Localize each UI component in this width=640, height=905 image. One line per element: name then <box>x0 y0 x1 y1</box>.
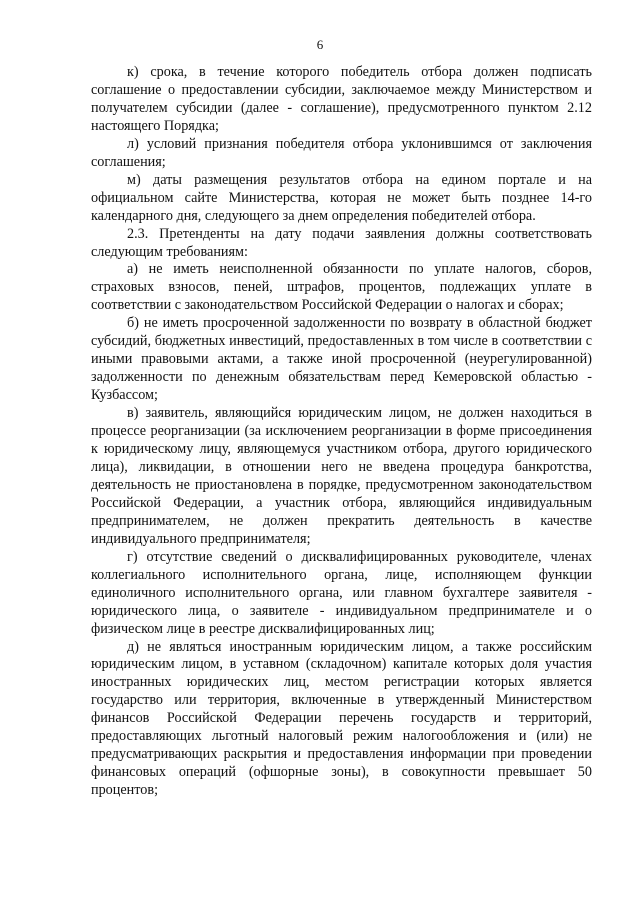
paragraph-b-overdue-debt: б) не иметь просроченной задолженности по возврату в областной бюджет субсидий, бюджетных инвестиций, предоставленных в том числе в соответствии с иными правовыми актами, а также иной просроченной (неурегулированной) задолженности по денежным обязательствам перед Кемеровской областью - Кузбассом; <box>91 315 592 404</box>
paragraph-g-disqualified-persons: г) отсутствие сведений о дисквалифицированных руководителе, членах коллегиального исполнительного органа, лице, исполняющем функции единоличного исполнительного органа, или главном бухгалтере заявителя - юридического лица, о заявителе - индивидуальном предпринимателе и о физическом лице в реестре дисквалифицированных лиц; <box>91 548 592 637</box>
paragraph-l-evasion-conditions: л) условий признания победителя отбора уклонившимся от заключения соглашения; <box>91 135 592 170</box>
paragraph-v-reorganization-liquidation: в) заявитель, являющийся юридическим лицом, не должен находиться в процессе реорганизации (за исключением реорганизации в форме присоединения к юридическому лицу, являющемуся участником отбора, другого юридического лица), ликвидации, в отношении него не введена процедура банкротства, деятельность не приостановлена в порядке, предусмотренном законодательством Российской Федерации, а участник отбора, являющийся индивидуальным предпринимателем, не должен прекратить деятельность в качестве индивидуального предпринимателя; <box>91 405 592 547</box>
paragraph-2-3-requirements-intro: 2.3. Претенденты на дату подачи заявления должны соответствовать следующим требованиям: <box>91 225 592 260</box>
paragraph-k-signing-deadline: к) срока, в течение которого победитель отбора должен подписать соглашение о предоставлении субсидии, заключаемое между Министерством и получателем субсидии (далее - соглашение), предусмотренного пунктом 2.12 настоящего Порядка; <box>91 64 592 134</box>
paragraph-d-foreign-participation: д) не являться иностранным юридическим лицом, а также российским юридическим лицом, в уставном (складочном) капитале которых доля участия иностранных юридических лиц, местом регистрации которых является государство или территория, включенные в утвержденный Министерством финансов Российской Федерации перечень государств и территорий, предоставляющих льготный налоговый режим налогообложения и (или) не предусматривающих раскрытия и предоставления информации при проведении финансовых операций (офшорные зоны), в совокупности превышает 50 процентов; <box>91 638 592 799</box>
paragraph-a-tax-obligations: а) не иметь неисполненной обязанности по уплате налогов, сборов, страховых взносов, пеней, штрафов, процентов, подлежащих уплате в соответствии с законодательством Российской Федерации о налогах и сборах; <box>91 261 592 314</box>
document-body <box>91 64 592 800</box>
page-number: 6 <box>316 37 324 52</box>
paragraph-m-publication-dates: м) даты размещения результатов отбора на едином портале и на официальном сайте Министерства, которая не может быть позднее 14-го календарного дня, следующего за днем определения победителей отбора. <box>91 171 592 224</box>
